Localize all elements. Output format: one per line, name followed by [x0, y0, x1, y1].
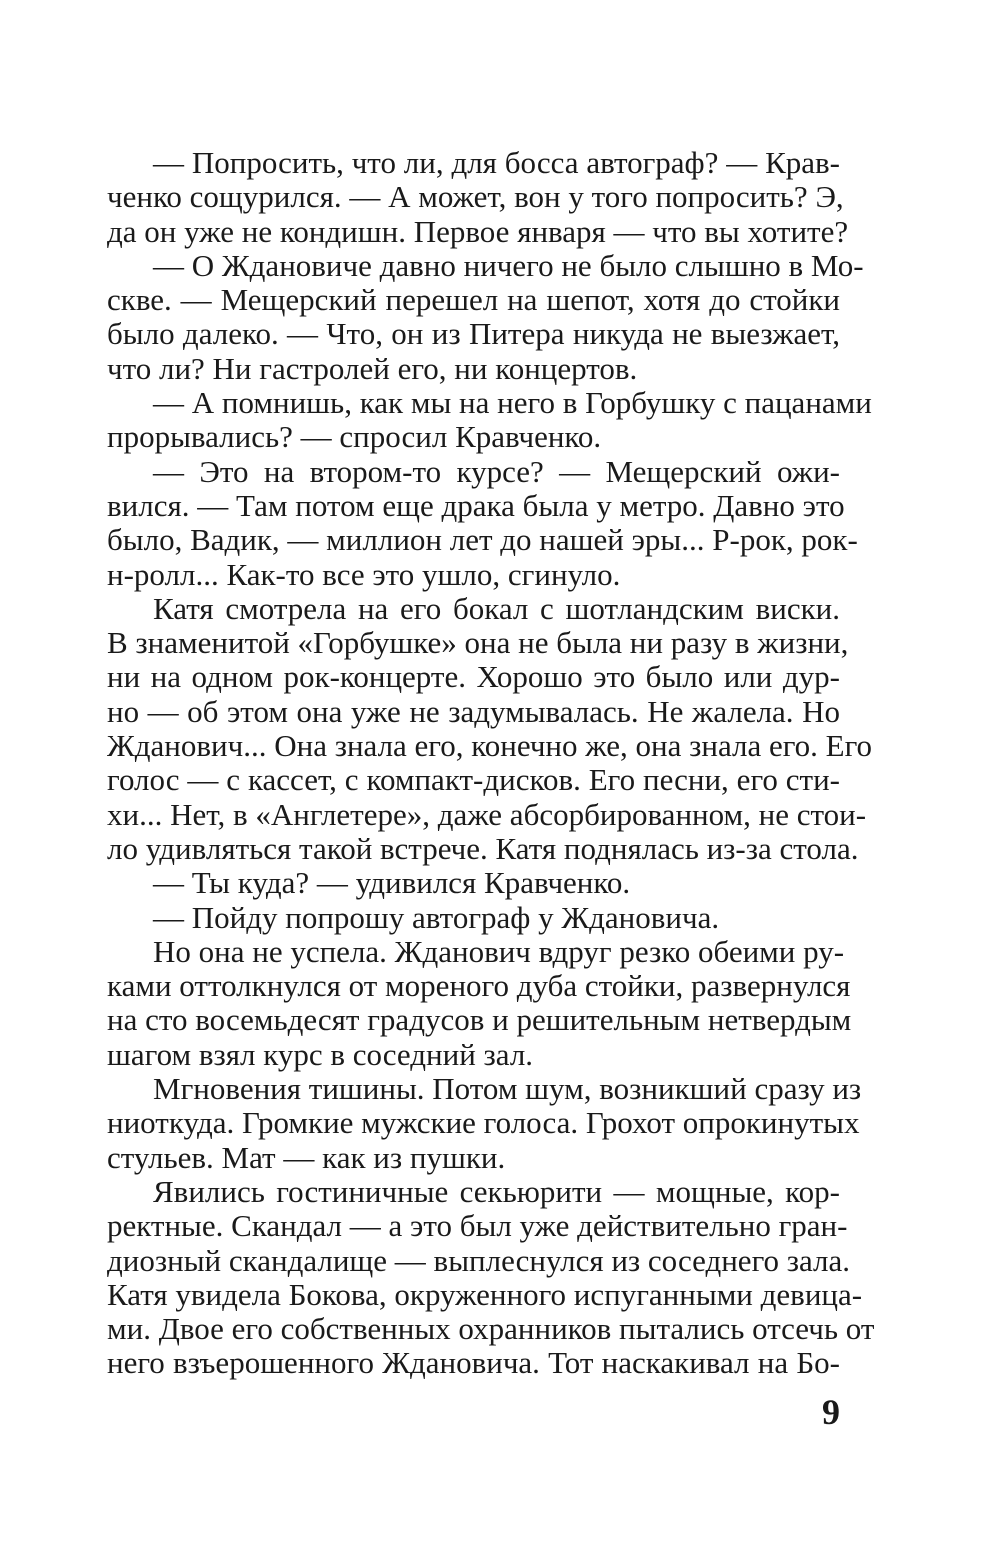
text-line: Жданович... Она знала его, конечно же, она знала его. Его [107, 728, 873, 764]
text-line: ни на одном рок-концерте. Хорошо это было или дур- [107, 659, 840, 695]
text-line: на сто восемьдесят градусов и решительным нетвердым [107, 1002, 852, 1038]
text-line: Но она не успела. Жданович вдруг резко обеими ру- [153, 933, 845, 969]
text-line: что ли? Ни гастролей его, ни концертов. [107, 350, 638, 386]
text-line: было, Вадик, — миллион лет до нашей эры... Р-рок, рок- [107, 522, 858, 558]
page-number: 9 [822, 1392, 840, 1432]
text-line: ченко сощурился. — А может, вон у того попросить? Э, [107, 179, 844, 215]
text-line: — Ты куда? — удивился Кравченко. [153, 865, 631, 901]
text-line: но — об этом она уже не задумывалась. Не жалела. Но [107, 693, 840, 729]
paragraph [107, 933, 852, 1072]
text-line: В знаменитой «Горбушке» она не была ни разу в жизни, [107, 625, 849, 661]
paragraph [107, 145, 849, 249]
text-line: — А помнишь, как мы на него в Горбушку с пацанами [153, 385, 872, 421]
text-line: прорывались? — спросил Кравченко. [107, 419, 602, 455]
text-line: хи... Нет, в «Англетере», даже абсорбированном, не стои- [107, 796, 867, 832]
text-line: да он уже не кондишн. Первое января — что вы хотите? [107, 213, 849, 249]
text-line: скве. — Мещерский перешел на шепот, хотя до стойки [107, 282, 840, 318]
text-line: — Пойду попрошу автограф у Ждановича. [153, 899, 720, 935]
paragraph [107, 590, 873, 866]
text-line: Катя увидела Бокова, окруженного испуганными девица- [107, 1276, 863, 1312]
text-line: стульев. Мат — как из пушки. [107, 1139, 506, 1175]
text-line: Мгновения тишины. Потом шум, возникший сразу из [153, 1071, 862, 1107]
text-line: — Это на втором-то курсе? — Мещерский ожи- [153, 453, 840, 489]
text-line: ками оттолкнулся от мореного дуба стойки, развернулся [107, 968, 851, 1004]
paragraph [107, 247, 864, 386]
text-line: шагом взял курс в соседний зал. [107, 1036, 534, 1072]
text-line: ректные. Скандал — а это был уже действительно гран- [107, 1208, 848, 1244]
paragraph [107, 901, 840, 935]
text-line: Катя смотрела на его бокал с шотландским виски. [153, 590, 840, 626]
text-line: ниоткуда. Громкие мужские голоса. Грохот опрокинутых [107, 1105, 860, 1141]
text-line: — Попросить, что ли, для босса автограф? — Крав- [153, 145, 840, 180]
text-line: голос — с кассет, с компакт-дисков. Его песни, его сти- [107, 762, 840, 798]
text-line: ми. Двое его собственных охранников пытались отсечь от [107, 1311, 875, 1347]
paragraph [107, 385, 872, 455]
paragraph [107, 866, 840, 900]
text-line: него взъерошенного Ждановича. Тот наскакивал на Бо- [107, 1345, 840, 1381]
text-line: вился. — Там потом еще драка была у метро. Давно это [107, 487, 845, 523]
text-line: Явились гостиничные секьюрити — мощные, кор- [153, 1173, 840, 1209]
page-text [107, 145, 875, 1381]
paragraph [107, 453, 858, 592]
paragraph [107, 1173, 875, 1381]
text-line: ло удивляться такой встрече. Катя поднялась из-за стола. [107, 830, 859, 866]
text-line: н-ролл... Как-то все это ушло, сгинуло. [107, 556, 621, 592]
paragraph [107, 1071, 862, 1175]
text-line: — О Ждановиче давно ничего не было слышно в Мо- [153, 247, 864, 283]
text-line: диозный скандалище — выплеснулся из соседнего зала. [107, 1242, 851, 1278]
text-line: было далеко. — Что, он из Питера никуда не выезжает, [107, 316, 840, 352]
